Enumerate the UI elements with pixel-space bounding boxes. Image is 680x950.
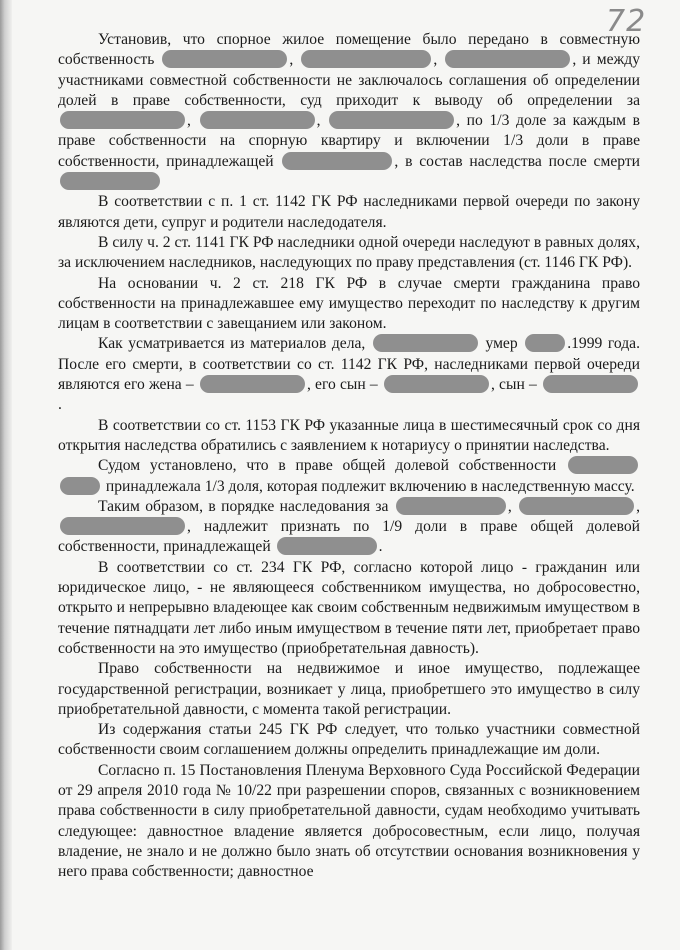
redaction-mark: [384, 375, 489, 393]
handwritten-page-number: 72: [606, 4, 647, 39]
redaction-mark: [373, 334, 478, 352]
paragraph: В силу ч. 2 ст. 1141 ГК РФ наследники одной очереди наследуют в равных долях, за исключением наследников, наследующих по праву представления (ст. 1146 ГК РФ).: [58, 233, 640, 272]
paragraph: Таким образом, в порядке наследования за , , , надлежит признать по 1/9 доли в праве общей долевой собственности, принадлежащей .: [58, 497, 641, 556]
redaction-mark: [282, 152, 392, 170]
paragraph: Как усматривается из материалов дела, умер .1999 года. После его смерти, в соответствии со ст. 1142 ГК РФ, наследниками первой очереди являются его жена – , его сын – , сын – .: [58, 335, 640, 414]
paragraph: Право собственности на недвижимое и иное имущество, подлежащее государственной регистрации, возникает у лица, приобретшего это имущество в силу приобретательной давности, с момента такой регистрации.: [58, 660, 640, 718]
scan-page-edge: [0, 0, 12, 950]
redaction-mark: [60, 172, 160, 190]
paragraph: Из содержания статьи 245 ГК РФ следует, что только участники совместной собственности своим соглашением должны определить принадлежащие им доли.: [58, 721, 640, 759]
redaction-mark: [396, 497, 506, 515]
redaction-mark: [162, 50, 287, 68]
paragraph: Установив, что спорное жилое помещение было передано в совместную собственность , , , и между участниками совместной собственности не заключалось соглашения об определении долей в праве собственности, суд приходит к выводу об определении за , , , по 1/3 доле за каждым в праве собственности на спорную квартиру и включении 1/3 доли в праве собственности, принадлежащей , в состав наследства после смерти: [58, 30, 640, 192]
redaction-mark: [60, 477, 100, 495]
redaction-mark: [277, 537, 377, 555]
redaction-mark: [200, 111, 315, 129]
redaction-mark: [200, 375, 305, 393]
document-body: [58, 30, 640, 882]
paragraph: На основании ч. 2 ст. 218 ГК РФ в случае смерти гражданина право собственности на принадлежавшее ему имущество переходит по наследству к другим лицам в соответствии с завещанием или законом.: [58, 274, 640, 333]
paragraph: В соответствии со ст. 1153 ГК РФ указанные лица в шестимесячный срок со дня открытия наследства обратились с заявлением к нотариусу о принятии наследства.: [58, 416, 640, 454]
paragraph: В соответствии с п. 1 ст. 1142 ГК РФ наследниками первой очереди по закону являются дети, супруг и родители наследодателя.: [58, 193, 640, 231]
paragraph: В соответствии со ст. 234 ГК РФ, согласно которой лицо - гражданин или юридическое лицо, - не являющееся собственником имущества, но добросовестно, открыто и непрерывно владеющее как своим собственным недвижимым имуществом в течение пятнадцати лет либо иным имуществом в течение пяти лет, приобретает право собственности на это имущество (приобретательная давность).: [58, 558, 640, 657]
redaction-mark: [301, 50, 431, 68]
redaction-mark: [543, 375, 638, 393]
redaction-mark: [329, 111, 454, 129]
redaction-mark: [60, 111, 185, 129]
paragraph: Согласно п. 15 Постановления Пленума Верховного Суда Российской Федерации от 29 апреля 2010 года № 10/22 при разрешении споров, связанных с возникновением права собственности в силу приобретательной давности, судам необходимо учитывать следующее: давностное владение является добросовестным, если лицо, получая владение, не знало и не должно было знать об отсутствии основания возникновения у него права собственности; давностное: [58, 761, 640, 881]
paragraph: Судом установлено, что в праве общей долевой собственности принадлежала 1/3 доля, которая подлежит включению в наследственную массу.: [58, 456, 640, 497]
redaction-mark: [525, 334, 565, 352]
redaction-mark: [519, 497, 634, 515]
redaction-mark: [60, 517, 185, 535]
redaction-mark: [445, 50, 570, 68]
redaction-mark: [568, 456, 638, 474]
